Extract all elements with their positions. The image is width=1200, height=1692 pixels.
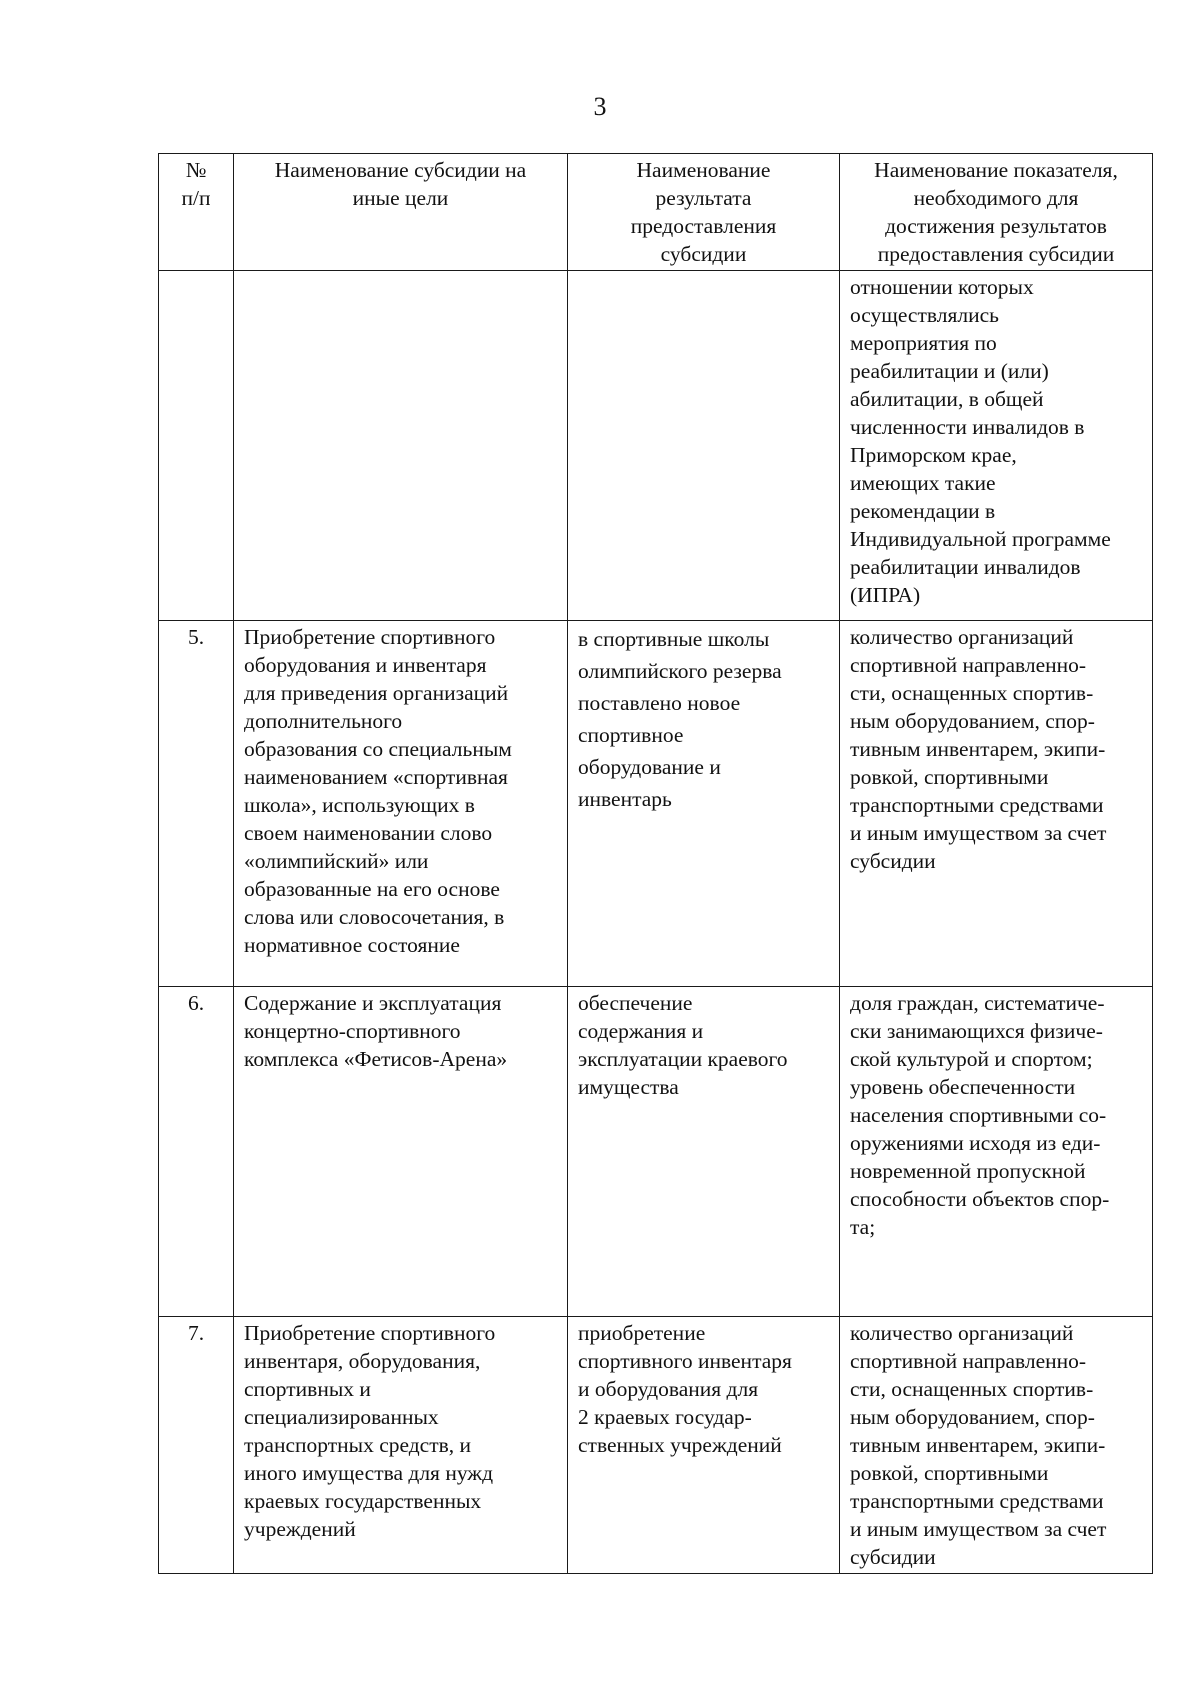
table-row [159, 271, 1153, 621]
indicator-name: количество организаций спортивной направленно- сти, оснащенных спортив- ным оборудованием, спор- тивным инвентарем, экипи- ровкой, спортивными транспортными средствами и иным имуществом за счет субсидии [840, 1317, 1153, 1574]
row-number: 5. [159, 621, 234, 987]
subsidy-table [158, 153, 1153, 1574]
result-name: в спортивные школы олимпийского резерва поставлено новое спортивное оборудование и инвентарь [568, 621, 840, 987]
indicator-name: доля граждан, систематиче- ски занимающихся физиче- ской культурой и спортом; уровень обеспеченности населения спортивными со- оружениями исходя из еди- новременной пропускной способности объектов спор- та; [840, 987, 1153, 1317]
result-name [568, 271, 840, 621]
table-header-row [159, 154, 1153, 271]
subsidy-name: Содержание и эксплуатация концертно-спортивного комплекса «Фетисов-Арена» [234, 987, 568, 1317]
page-number: 3 [593, 92, 607, 121]
result-name: обеспечение содержания и эксплуатации краевого имущества [568, 987, 840, 1317]
indicator-name: отношении которых осуществлялись мероприятия по реабилитации и (или) абилитации, в общей численности инвалидов в Приморском крае, имеющих такие рекомендации в Индивидуальной программе реабилитации инвалидов (ИПРА) [840, 271, 1153, 621]
header-number: № п/п [159, 154, 234, 271]
row-number: 7. [159, 1317, 234, 1574]
subsidy-name: Приобретение спортивного оборудования и инвентаря для приведения организаций дополнительного образования со специальным наименованием «спортивная школа», использующих в своем наименовании слово «олимпийский» или образованные на его основе слова или словосочетания, в нормативное состояние [234, 621, 568, 987]
row-number: 6. [159, 987, 234, 1317]
subsidy-name [234, 271, 568, 621]
table-row [159, 621, 1153, 987]
result-name: приобретение спортивного инвентаря и оборудования для 2 краевых государ- ственных учреждений [568, 1317, 840, 1574]
table-row [159, 987, 1153, 1317]
header-indicator-name: Наименование показателя, необходимого для достижения результатов предоставления субсидии [840, 154, 1153, 271]
header-result-name: Наименование результата предоставления субсидии [568, 154, 840, 271]
table-row [159, 1317, 1153, 1574]
subsidy-name: Приобретение спортивного инвентаря, оборудования, спортивных и специализированных транспортных средств, и иного имущества для нужд краевых государственных учреждений [234, 1317, 568, 1574]
row-number [159, 271, 234, 621]
indicator-name: количество организаций спортивной направленно- сти, оснащенных спортив- ным оборудованием, спор- тивным инвентарем, экипи- ровкой, спортивными транспортными средствами и иным имуществом за счет субсидии [840, 621, 1153, 987]
header-subsidy-name: Наименование субсидии на иные цели [234, 154, 568, 271]
